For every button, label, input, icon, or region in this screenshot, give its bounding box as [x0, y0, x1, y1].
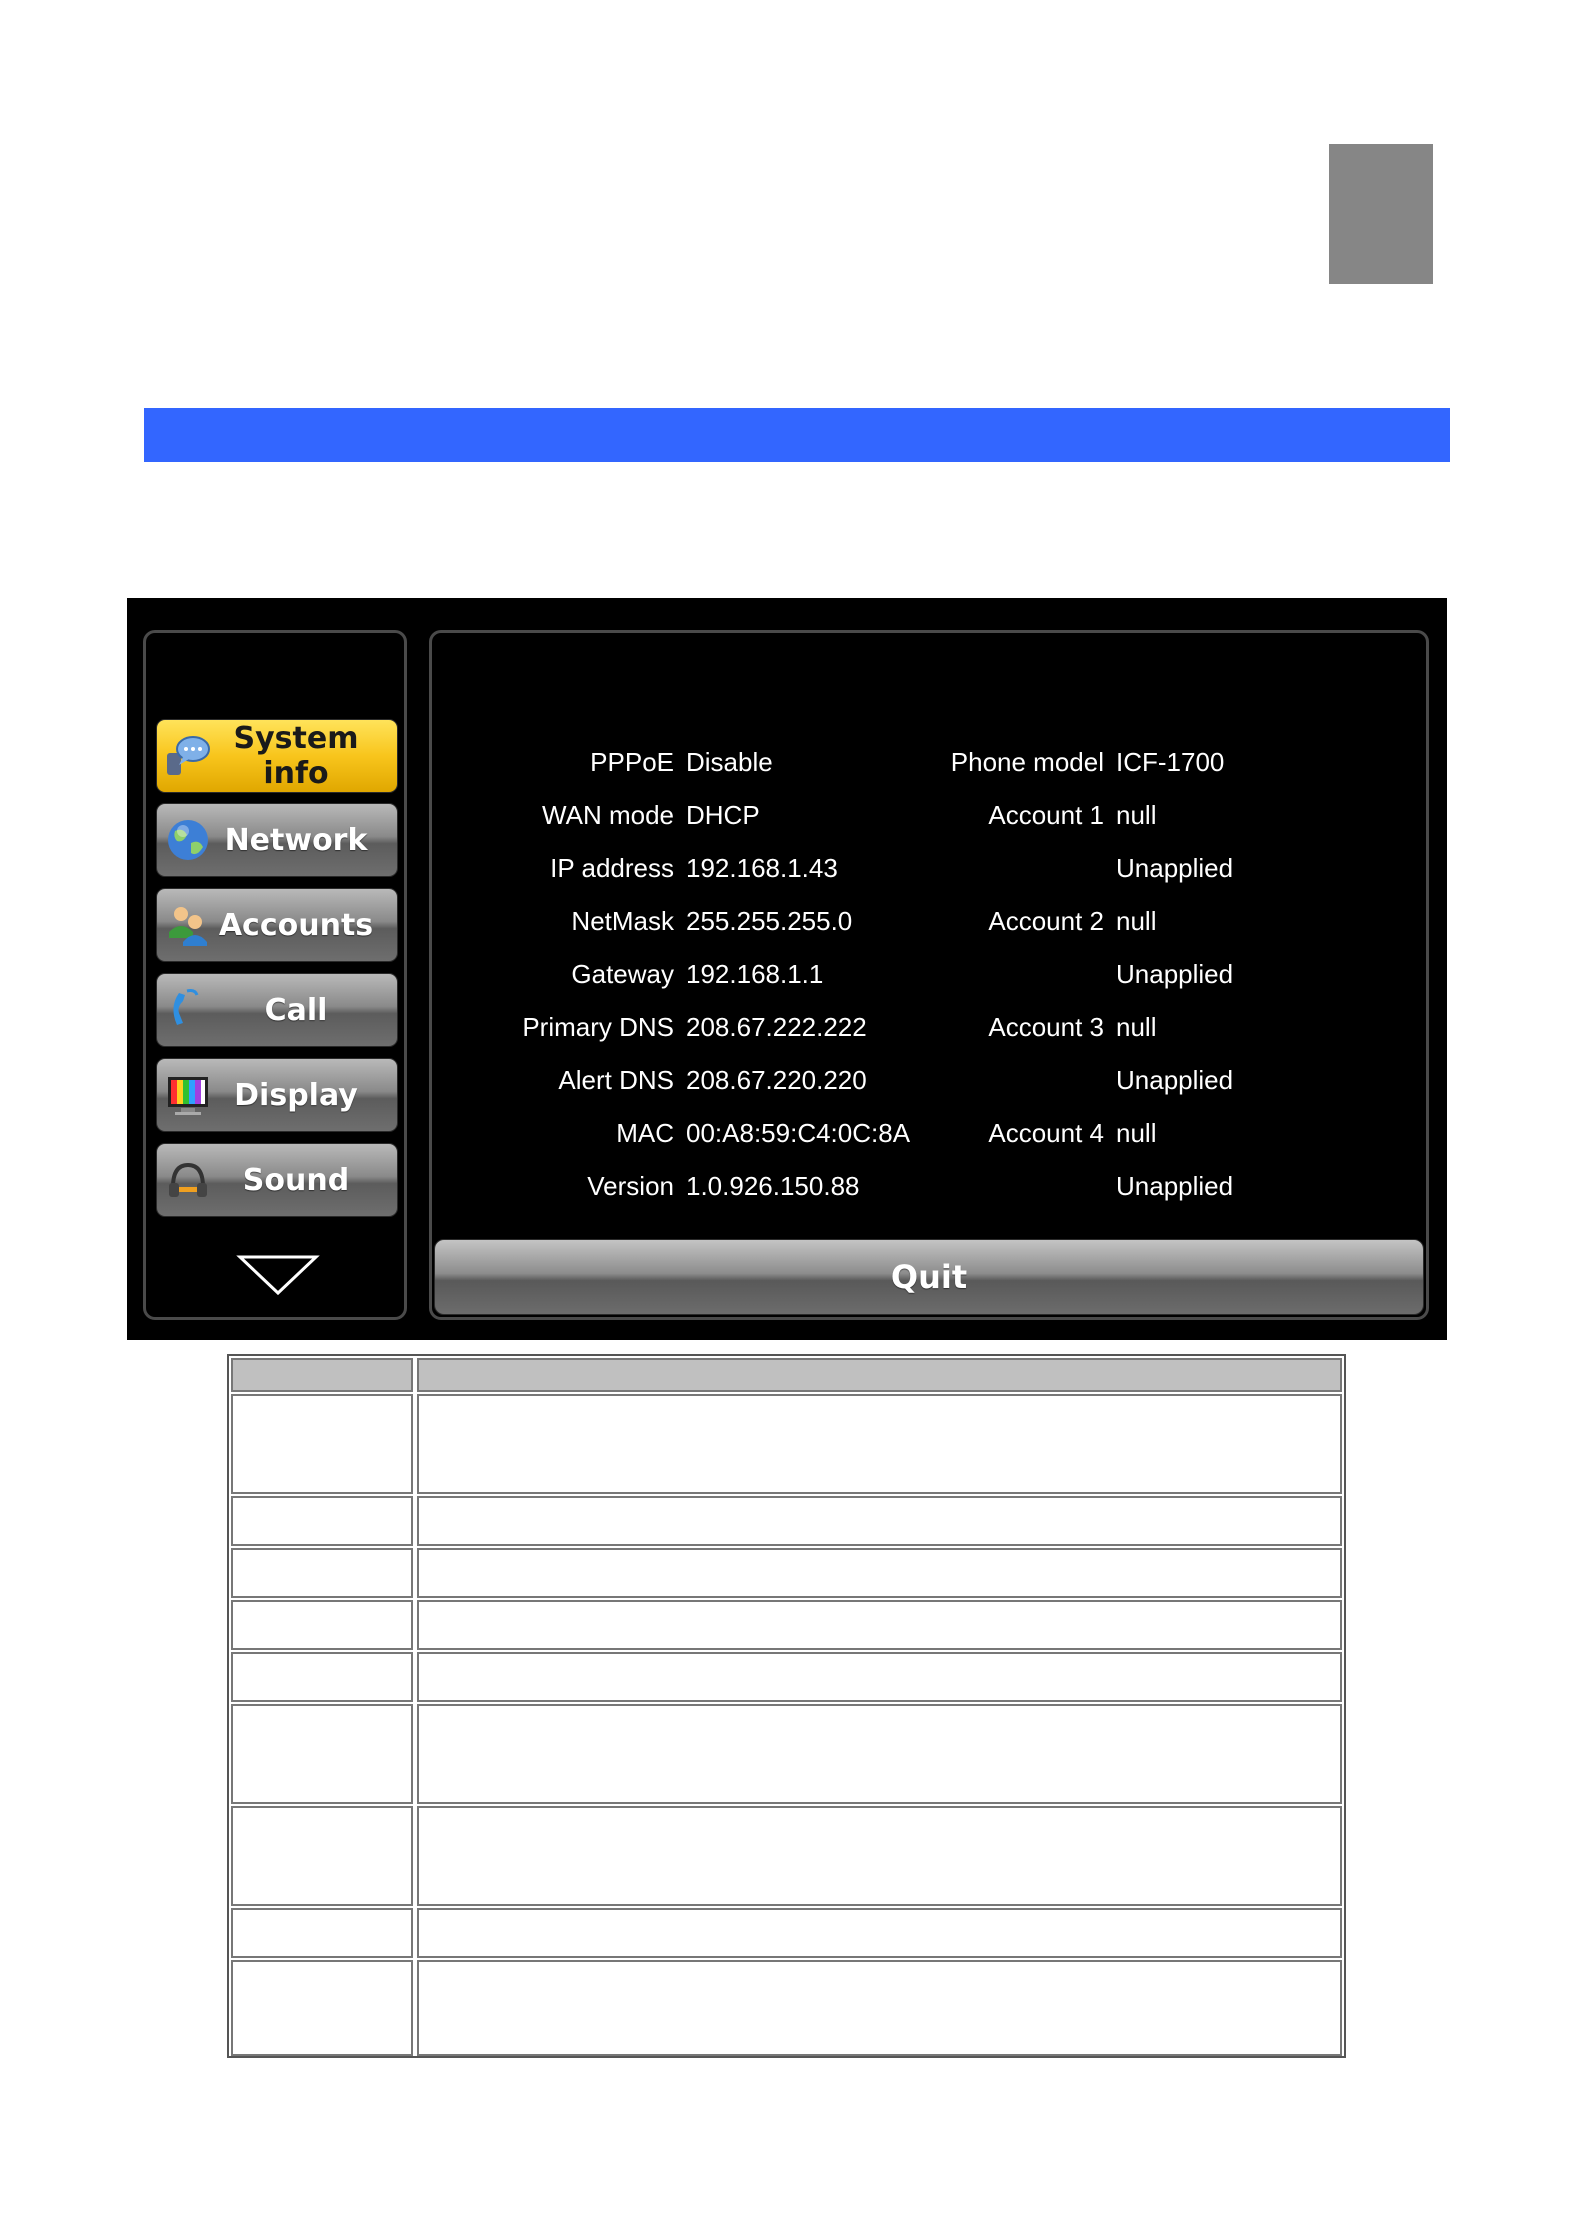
table-row [229, 1908, 1344, 1958]
info-value: ICF-1700 [1116, 747, 1225, 777]
table-cell [231, 1548, 413, 1598]
sidebar-item-label: System info [233, 721, 359, 791]
table-cell [417, 1496, 1342, 1546]
sidebar-item-label: Sound [242, 1162, 350, 1198]
info-value: null [1116, 800, 1157, 830]
sidebar-item-display[interactable] [156, 1058, 398, 1132]
info-value: Unapplied [1116, 959, 1234, 989]
table-cell [417, 1960, 1342, 2056]
info-label: MAC [616, 1118, 674, 1148]
table-row [229, 1548, 1344, 1598]
speech-bubble-icon [165, 733, 211, 779]
sidebar-item-label: Call [264, 992, 328, 1028]
table-row [229, 1704, 1344, 1804]
sidebar-item-network[interactable] [156, 803, 398, 877]
table-cell [231, 1908, 413, 1958]
table-cell [417, 1704, 1342, 1804]
table-row [229, 1652, 1344, 1702]
info-value: 192.168.1.1 [686, 959, 824, 989]
sidebar-item-call[interactable] [156, 973, 398, 1047]
sidebar-item-label: Display [234, 1077, 358, 1113]
info-value: 255.255.255.0 [686, 906, 853, 936]
info-label: Phone model [950, 747, 1104, 777]
monitor-icon [165, 1072, 211, 1118]
table-row [229, 1394, 1344, 1494]
table-row [229, 1496, 1344, 1546]
table-row [229, 1806, 1344, 1906]
system-info-panel [429, 630, 1429, 1320]
info-label: Account 4 [988, 1118, 1104, 1148]
headphones-icon [165, 1157, 211, 1203]
sidebar-item-accounts[interactable] [156, 888, 398, 962]
info-label: Account 2 [988, 906, 1104, 936]
table-cell [231, 1600, 413, 1650]
sidebar-menu [143, 630, 407, 1320]
table-cell [417, 1600, 1342, 1650]
info-label: Alert DNS [558, 1065, 674, 1095]
phone-screen [127, 598, 1447, 1340]
info-value: Disable [686, 747, 773, 777]
info-label: WAN mode [542, 800, 674, 830]
table-cell [231, 1960, 413, 2056]
info-value: DHCP [686, 800, 760, 830]
table-row [229, 1960, 1344, 2056]
info-value: 192.168.1.43 [686, 853, 838, 883]
quit-button[interactable]: Quit [434, 1239, 1424, 1315]
table-cell [231, 1358, 413, 1392]
table-cell [231, 1704, 413, 1804]
table-cell [417, 1652, 1342, 1702]
description-table [227, 1354, 1346, 2058]
chapter-tab [1329, 144, 1433, 284]
info-label: Version [587, 1171, 674, 1201]
info-label: Account 3 [988, 1012, 1104, 1042]
info-label: IP address [550, 853, 674, 883]
sidebar-item-label: Network [224, 822, 368, 858]
sidebar-item-label: Accounts [218, 907, 374, 943]
table-header-row [229, 1358, 1344, 1392]
table-cell [231, 1394, 413, 1494]
users-icon [165, 902, 211, 948]
globe-icon [165, 817, 211, 863]
chevron-down-icon[interactable] [236, 1253, 320, 1299]
table-cell [231, 1652, 413, 1702]
phone-handset-icon [165, 987, 211, 1033]
info-value: null [1116, 906, 1157, 936]
sidebar-item-sound[interactable] [156, 1143, 398, 1217]
info-label: Account 1 [988, 800, 1104, 830]
table-cell [231, 1496, 413, 1546]
info-label: NetMask [571, 906, 674, 936]
info-label: Gateway [571, 959, 674, 989]
section-header-bar [144, 408, 1450, 462]
info-label: PPPoE [590, 747, 674, 777]
info-value: 208.67.222.222 [686, 1012, 867, 1042]
info-value: 00:A8:59:C4:0C:8A [686, 1118, 911, 1148]
table-cell [417, 1358, 1342, 1392]
info-value: 208.67.220.220 [686, 1065, 867, 1095]
table-cell [231, 1806, 413, 1906]
info-value: 1.0.926.150.88 [686, 1171, 860, 1201]
table-cell [417, 1806, 1342, 1906]
info-value: null [1116, 1118, 1157, 1148]
info-label: Primary DNS [522, 1012, 674, 1042]
table-cell [417, 1548, 1342, 1598]
info-value: null [1116, 1012, 1157, 1042]
table-cell [417, 1394, 1342, 1494]
info-value: Unapplied [1116, 1065, 1234, 1095]
table-cell [417, 1908, 1342, 1958]
info-value: Unapplied [1116, 853, 1234, 883]
info-value: Unapplied [1116, 1171, 1234, 1201]
table-row [229, 1600, 1344, 1650]
sidebar-item-system-info[interactable] [156, 719, 398, 793]
